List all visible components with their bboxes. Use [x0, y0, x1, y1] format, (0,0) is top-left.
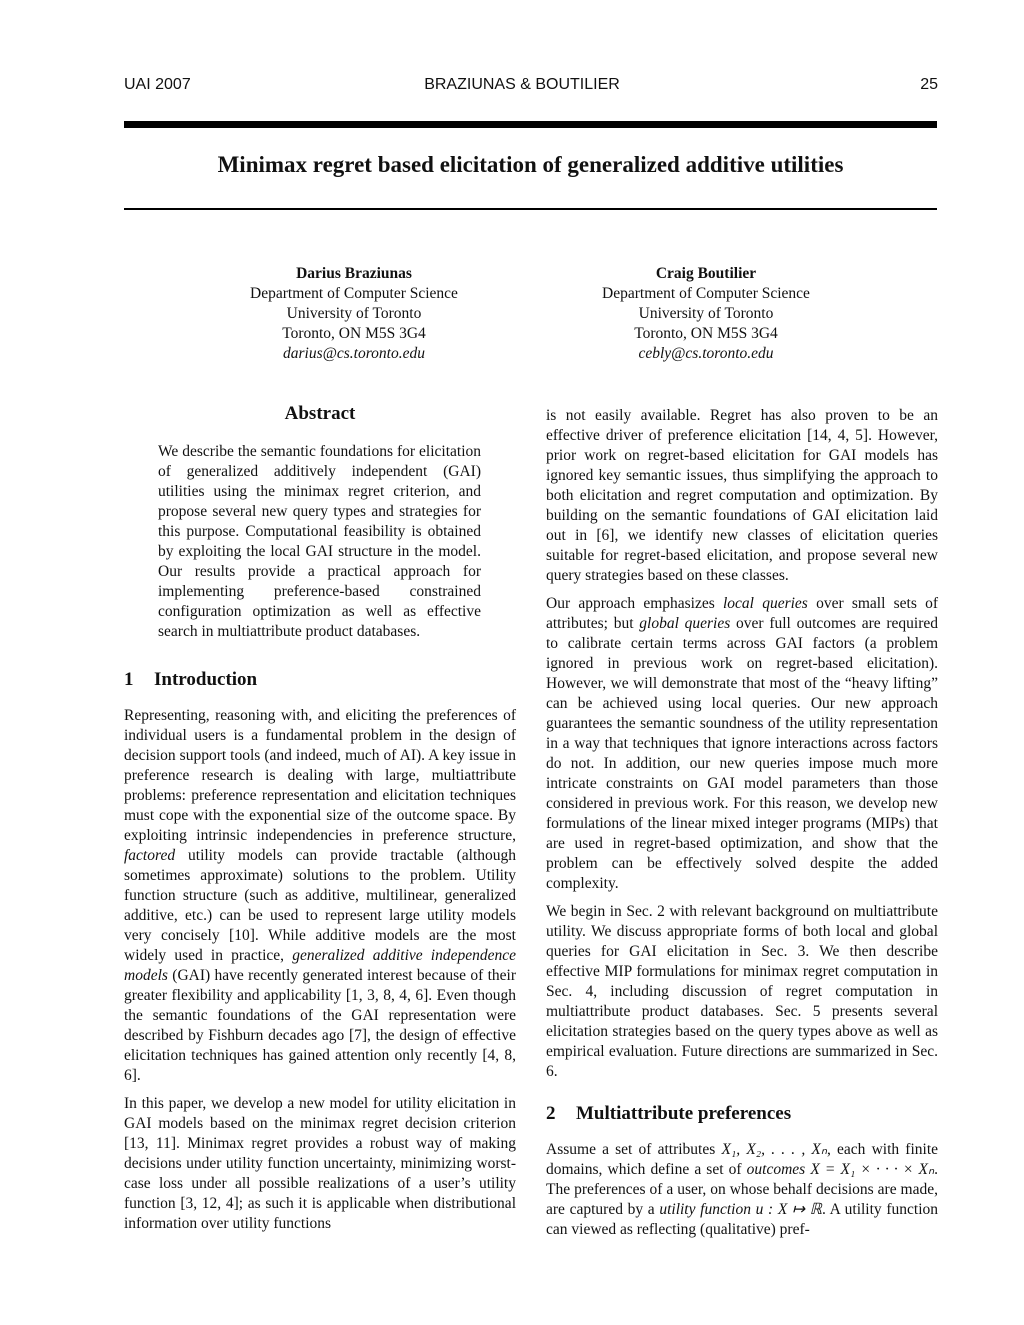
page-number: 25: [920, 76, 938, 93]
text-run: Representing, reasoning with, and eliciting the preferences of individual users is a fundamental problem in the design of decision support tools (and indeed, much of AI). A key issue in preference research is dealing with large, multiattribute problems: preference representation and elicitation techniques must cope with the exponential size of the outcome space. By exploiting intrinsic independencies in preference structure,: [124, 707, 516, 844]
paragraph: [546, 594, 938, 894]
section-number: 1: [124, 669, 134, 690]
emphasis: local queries: [723, 595, 808, 612]
text-run: over full outcomes are required to calibrate certain terms across GAI factors (a problem ignored in previous work on regret-based elicitation). However, we will demonstrate that most of the “heavy lifting” can be achieved using local queries. Our new approach guarantees the semantic soundness of the utility representation in a way that techniques that ignore interactions across factors do not. In addition, our new queries impose much more intricate constraints on GAI model parameters than those considered in previous work. For this reason, we develop new formulations of the linear mixed integer programs (MIPs) that are used in regret-based optimization, and show that the problem can be effectively solved despite the added complexity.: [546, 615, 939, 892]
paragraph: is not easily available. Regret has also proven to be an effective driver of preference elicitation [14, 4, 5]. However, prior work on regret-based elicitation for GAI models has ignored key semantic issues, thus simplifying the approach to both elicitation and regret computation and optimization. By building on the semantic foundations of GAI elicitation laid out in [6], we identify new classes of elicitation queries suitable for regret-based elicitation, and propose several new query strategies based on these classes.: [546, 407, 938, 584]
section-number: 2: [546, 1103, 556, 1124]
author-block: [184, 264, 524, 364]
running-header-venue: UAI 2007: [124, 76, 191, 93]
emphasis: global queries: [639, 615, 731, 632]
abstract-heading: Abstract: [284, 403, 356, 424]
section-title: Multiattribute preferences: [576, 1103, 792, 1124]
author-block: [536, 264, 876, 364]
paragraph: In this paper, we develop a new model for utility elicitation in GAI models based on the minimax regret decision criterion [13, 11]. Minimax regret provides a robust way of making decisions under utility function uncertainty, minimizing worst-case loss under all possible realizations of a user’s utility function [3, 12, 4]; as such it is applicable when distributional information over utility functions: [124, 1095, 516, 1232]
author-address: Toronto, ON M5S 3G4: [282, 325, 426, 342]
text-run: , each with finite domains, which define a set of: [546, 1141, 939, 1178]
section-heading: [546, 1104, 938, 1124]
text-run: Assume a set of attributes: [546, 1141, 716, 1158]
title-rule: [124, 208, 937, 210]
author-name: Craig Boutilier: [655, 265, 757, 282]
emphasis: outcomes: [746, 1161, 806, 1178]
text-run: utility models can provide tractable (although sometimes approximate) solutions to the problem. Utility function structure (such as additive, multilinear, generalized additive, etc.) can be used to represent large utility models very concisely [10]. While additive models are the most widely used in practice,: [124, 847, 517, 964]
top-rule: [124, 121, 937, 128]
author-name: Darius Braziunas: [296, 265, 412, 282]
text-run: . The preferences of a user, on whose behalf decisions are made, are captured by a: [546, 1161, 939, 1218]
running-header-authors: BRAZIUNAS & BOUTILIER: [424, 76, 620, 93]
abstract-text: We describe the semantic foundations for elicitation of generalized additively independent (GAI) utilities using the minimax regret criterion, and propose several new query types and strategies for this purpose. Computational feasibility is obtained by exploiting the local GAI structure in the model. Our results provide a practical approach for implementing preference-based constrained configuration optimization as well as effective search in multiattribute product databases.: [158, 443, 481, 640]
text-run: (GAI) have recently generated interest because of their greater flexibility and applicability [1, 3, 8, 4, 6]. Even though the semantic foundations of the GAI representation were described by Fishburn decades ago [7], the design of effective elicitation techniques has gained attention only recently [4, 8, 6].: [124, 967, 516, 1084]
author-email: darius@cs.toronto.edu: [283, 345, 425, 362]
text-run: Our approach emphasizes: [546, 595, 715, 612]
section-heading: [124, 670, 516, 690]
emphasis: factored: [124, 847, 176, 864]
author-address: Toronto, ON M5S 3G4: [634, 325, 778, 342]
author-department: Department of Computer Science: [602, 285, 810, 302]
author-department: Department of Computer Science: [250, 285, 458, 302]
math-inline: u : X ↦ ℝ: [755, 1201, 822, 1218]
emphasis: generalized additive independence models: [124, 947, 517, 984]
author-email: cebly@cs.toronto.edu: [638, 345, 774, 362]
right-column: [546, 406, 938, 1240]
text-run: . A utility function can viewed as reflecting (qualitative) pref-: [546, 1201, 938, 1238]
math-inline: X₁, X₂, . . . , Xₙ: [721, 1141, 827, 1158]
paragraph: [124, 706, 516, 1086]
author-university: University of Toronto: [638, 305, 774, 322]
left-column: [124, 404, 516, 1234]
emphasis: utility function: [659, 1201, 751, 1218]
paragraph: [546, 1140, 938, 1240]
author-university: University of Toronto: [286, 305, 422, 322]
math-inline: X = X₁ × · · · × Xₙ: [810, 1161, 935, 1178]
section-title: Introduction: [154, 669, 258, 690]
paper-title: Minimax regret based elicitation of generalized additive utilities: [217, 152, 844, 177]
paragraph: We begin in Sec. 2 with relevant background on multiattribute utility. We discuss appropriate forms of both local and global queries for GAI elicitation in Sec. 3. We then describe effective MIP formulations for minimax regret computation in Sec. 4, including discussion of regret computation in multiattribute product databases. Sec. 5 presents several elicitation strategies based on the query types above as well as empirical evaluation. Future directions are summarized in Sec. 6.: [546, 903, 938, 1080]
text-run: over small sets of attributes; but: [546, 595, 938, 632]
